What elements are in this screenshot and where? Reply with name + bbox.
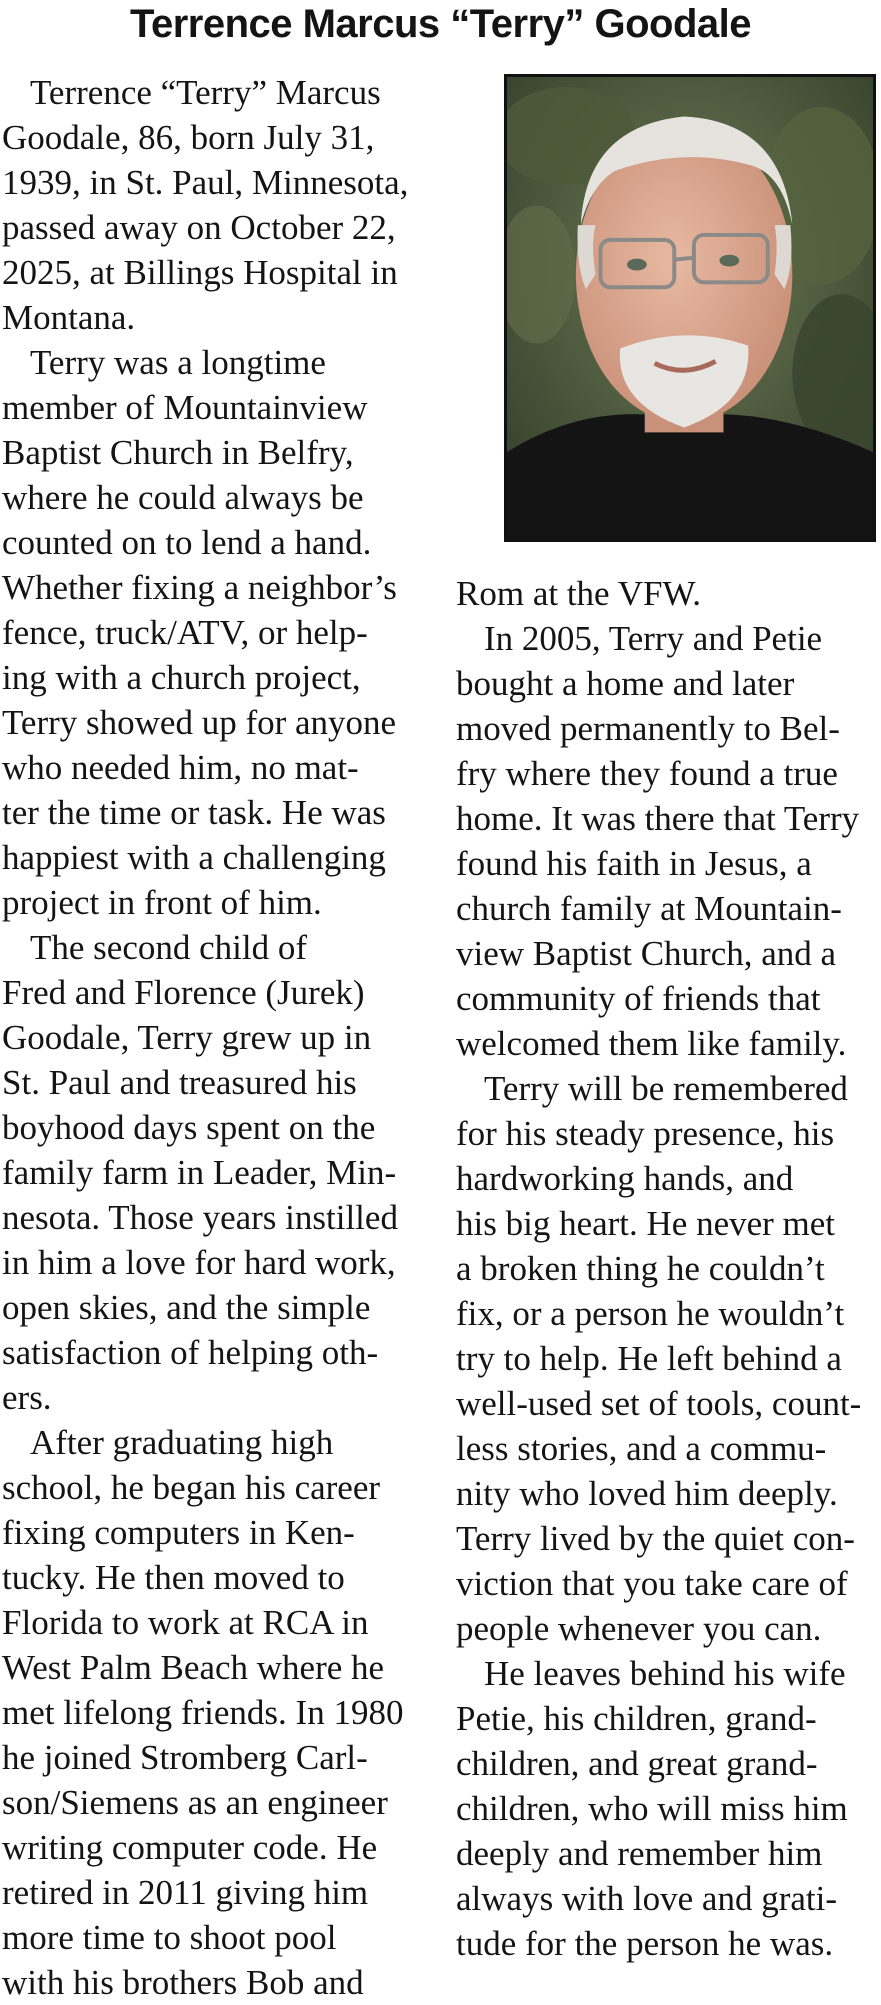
text-line: his big heart. He never met xyxy=(456,1204,836,1243)
text-line: West Palm Beach where he xyxy=(2,1648,385,1687)
text-line: tude for the person he was. xyxy=(456,1924,834,1963)
text-line: Terry lived by the quiet con- xyxy=(456,1519,855,1558)
text-line: Baptist Church in Belfry, xyxy=(2,433,354,472)
text-line: he joined Stromberg Carl- xyxy=(2,1738,368,1777)
portrait-illustration xyxy=(507,77,873,539)
text-line: where he could always be xyxy=(2,478,364,517)
text-line: in him a love for hard work, xyxy=(2,1243,396,1282)
text-line: Rom at the VFW. xyxy=(456,574,702,613)
text-line: satisfaction of helping oth- xyxy=(2,1333,379,1372)
text-line: bought a home and later xyxy=(456,664,795,703)
text-line: a broken thing he couldn’t xyxy=(456,1249,825,1288)
text-line: 2025, at Billings Hospital in xyxy=(2,253,398,292)
text-line: In 2005, Terry and Petie xyxy=(484,619,823,658)
text-line: The second child of xyxy=(30,928,307,967)
text-line: well-used set of tools, count- xyxy=(456,1384,862,1423)
text-line: always with love and grati- xyxy=(456,1879,838,1918)
text-line: Fred and Florence (Jurek) xyxy=(2,973,365,1012)
text-line: Terry was a longtime xyxy=(30,343,326,382)
text-line: deeply and remember him xyxy=(456,1834,823,1873)
text-line: Whether fixing a neighbor’s xyxy=(2,568,397,607)
text-line: open skies, and the simple xyxy=(2,1288,371,1327)
text-line: tucky. He then moved to xyxy=(2,1558,345,1597)
text-line: fence, truck/ATV, or help- xyxy=(2,613,368,652)
text-line: Montana. xyxy=(2,298,136,337)
text-line: school, he began his career xyxy=(2,1468,381,1507)
text-line: more time to shoot pool xyxy=(2,1918,337,1957)
text-line: people whenever you can. xyxy=(456,1609,822,1648)
text-line: moved permanently to Bel- xyxy=(456,709,840,748)
text-line: Petie, his children, grand- xyxy=(456,1699,817,1738)
text-line: try to help. He left behind a xyxy=(456,1339,842,1378)
text-line: project in front of him. xyxy=(2,883,322,922)
text-line: Terrence “Terry” Marcus xyxy=(30,73,381,112)
text-line: passed away on October 22, xyxy=(2,208,396,247)
text-line: Terry will be remembered xyxy=(484,1069,848,1108)
text-line: welcomed them like family. xyxy=(456,1024,847,1063)
text-line: nesota. Those years instilled xyxy=(2,1198,398,1237)
text-line: found his faith in Jesus, a xyxy=(456,844,812,883)
text-line: He leaves behind his wife xyxy=(484,1654,846,1693)
text-line: After graduating high xyxy=(30,1423,334,1462)
text-line: church family at Mountain- xyxy=(456,889,842,928)
right-column-text xyxy=(456,571,881,1966)
text-line: Goodale, 86, born July 31, xyxy=(2,118,375,157)
text-line: retired in 2011 giving him xyxy=(2,1873,369,1912)
text-line: nity who loved him deeply. xyxy=(456,1474,838,1513)
text-line: fix, or a person he wouldn’t xyxy=(456,1294,845,1333)
text-line: Florida to work at RCA in xyxy=(2,1603,369,1642)
text-line: hardworking hands, and xyxy=(456,1159,794,1198)
text-line: who needed him, no mat- xyxy=(2,748,359,787)
text-line: Terry showed up for anyone xyxy=(2,703,397,742)
text-line: happiest with a challenging xyxy=(2,838,386,877)
text-line: St. Paul and treasured his xyxy=(2,1063,357,1102)
text-line: ers. xyxy=(2,1378,52,1417)
portrait-photo xyxy=(504,74,876,542)
text-line: writing computer code. He xyxy=(2,1828,378,1867)
text-line: son/Siemens as an engineer xyxy=(2,1783,388,1822)
text-line: children, and great grand- xyxy=(456,1744,818,1783)
text-line: fry where they found a true xyxy=(456,754,838,793)
text-line: view Baptist Church, and a xyxy=(456,934,837,973)
text-line: met lifelong friends. In 1980 xyxy=(2,1693,404,1732)
left-column-text xyxy=(2,70,427,2005)
text-line: member of Mountainview xyxy=(2,388,368,427)
text-line: counted on to lend a hand. xyxy=(2,523,372,562)
text-line: family farm in Leader, Min- xyxy=(2,1153,397,1192)
text-line: Goodale, Terry grew up in xyxy=(2,1018,372,1057)
text-line: children, who will miss him xyxy=(456,1789,848,1828)
text-line: community of friends that xyxy=(456,979,821,1018)
text-line: with his brothers Bob and xyxy=(2,1963,364,2002)
text-line: for his steady presence, his xyxy=(456,1114,835,1153)
obituary-title: Terrence Marcus “Terry” Goodale xyxy=(129,2,752,46)
text-line: viction that you take care of xyxy=(456,1564,848,1603)
text-line: less stories, and a commu- xyxy=(456,1429,827,1468)
text-line: boyhood days spent on the xyxy=(2,1108,376,1147)
text-line: ter the time or task. He was xyxy=(2,793,386,832)
text-line: fixing computers in Ken- xyxy=(2,1513,355,1552)
text-line: 1939, in St. Paul, Minnesota, xyxy=(2,163,409,202)
text-line: home. It was there that Terry xyxy=(456,799,860,838)
text-line: ing with a church project, xyxy=(2,658,361,697)
